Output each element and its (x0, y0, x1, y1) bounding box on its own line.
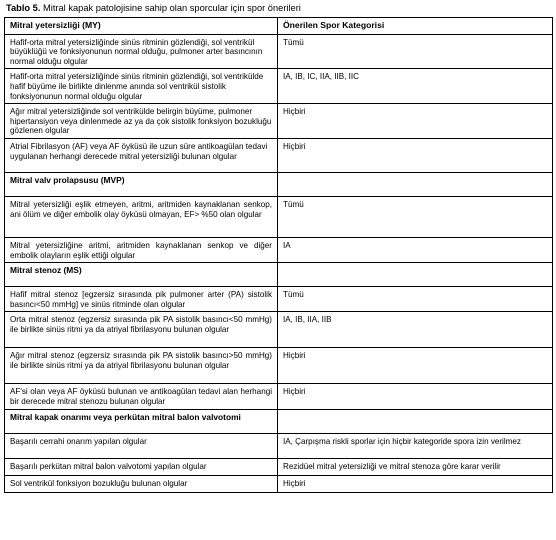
category-cell: Hiçbiri (278, 475, 553, 492)
table-row (5, 433, 553, 458)
category-cell: Rezidüel mitral yetersizliği ve mitral stenoza göre karar verilir (278, 458, 553, 475)
category-cell: Tümü (278, 196, 553, 237)
category-cell (278, 263, 553, 287)
table-header-row (5, 18, 553, 35)
table-row (5, 104, 553, 139)
category-cell: Hiçbiri (278, 104, 553, 139)
condition-cell: Hafif mitral stenoz [egzersiz sırasında pik pulmoner arter (PA) sistolik basıncı<50 mmHg] ve sinüs ritminde olan olgular (5, 287, 278, 312)
table-row (5, 34, 553, 69)
table-row (5, 237, 553, 262)
section-title: Mitral stenoz (MS) (5, 263, 278, 287)
condition-cell: Mitral yetersizliğine aritmi, aritmiden kaynaklanan senkop ve diğer embolik olayların eşlik ettiği olgular (5, 237, 278, 262)
condition-cell: Mitral yetersizliği eşlik etmeyen, aritmi, aritmiden kaynaklanan senkop, ani ölüm ve diğer embolik olay öyküsü olmayan, EF> %50 olan olgular (5, 196, 278, 237)
table-row (5, 69, 553, 104)
table-row (5, 475, 553, 492)
sport-recommendations-table (4, 17, 553, 493)
category-cell: Hiçbiri (278, 384, 553, 409)
table-row (5, 196, 553, 237)
section-row (5, 263, 553, 287)
section-title: Mitral valv prolapsusu (MVP) (5, 172, 278, 196)
category-cell: Hiçbiri (278, 138, 553, 172)
section-title: Mitral kapak onarımı veya perkütan mitral balon valvotomi (5, 409, 278, 433)
section-row (5, 172, 553, 196)
condition-cell: Sol ventrikül fonksiyon bozukluğu bulunan olgular (5, 475, 278, 492)
header-condition: Mitral yetersizliği (MY) (5, 18, 278, 35)
condition-cell: Ağır mitral stenoz (egzersiz sırasında pik PA sistolik basıncı>50 mmHg) ile birlikte sinüs ritmi ya da atriyal fibrilasyonu bulunan olgular (5, 348, 278, 384)
table-caption (6, 2, 552, 15)
category-cell (278, 172, 553, 196)
condition-cell: Hafif-orta mitral yetersizliğinde sinüs ritminin gözlendiği, sol ventrikülde hafif büyüme ile birlikte dinlenme anında sol ventrikül sistolik fonksiyonunun normal olduğu olgular (5, 69, 278, 104)
table-row (5, 312, 553, 348)
condition-cell: Atrial Fibrilasyon (AF) veya AF öyküsü ile uzun süre antikoagülan tedavi uygulanan herhangi derecede mitral yetersizliği bulunan olgular (5, 138, 278, 172)
category-cell (278, 409, 553, 433)
category-cell: Tümü (278, 287, 553, 312)
caption-label: Tablo 5. (6, 3, 41, 13)
condition-cell: Orta mitral stenoz (egzersiz sırasında pik PA sistolik basıncı<50 mmHg) ile birlikte sinüs ritmi ya da atriyal fibrilasyonu bulunan olgular (5, 312, 278, 348)
condition-cell: Hafif-orta mitral yetersizliğinde sinüs ritminin gözlendiği, sol ventrikül büyüklüğü ve fonksiyonunun normal olduğu, pulmoner arter basıncının normal olduğu olgular (5, 34, 278, 69)
table-row (5, 138, 553, 172)
category-cell: IA, Çarpışma riskli sporlar için hiçbir kategoride spora izin verilmez (278, 433, 553, 458)
category-cell: IA, IB, IIA, IIB (278, 312, 553, 348)
condition-cell: Başarılı perkütan mitral balon valvotomi yapılan olgular (5, 458, 278, 475)
caption-text: Mitral kapak patolojisine sahip olan sporcular için spor önerileri (40, 3, 301, 13)
condition-cell: Başarılı cerrahi onarım yapılan olgular (5, 433, 278, 458)
table-row (5, 458, 553, 475)
category-cell: Tümü (278, 34, 553, 69)
header-category: Önerilen Spor Kategorisi (278, 18, 553, 35)
condition-cell: AF'si olan veya AF öyküsü bulunan ve antikoagülan tedavi alan herhangi bir derecede mitral stenozu bulunan olgular (5, 384, 278, 409)
category-cell: IA, IB, IC, IIA, IIB, IIC (278, 69, 553, 104)
category-cell: Hiçbiri (278, 348, 553, 384)
table-row (5, 287, 553, 312)
category-cell: IA (278, 237, 553, 262)
table-row (5, 384, 553, 409)
table-row (5, 348, 553, 384)
section-row (5, 409, 553, 433)
condition-cell: Ağır mitral yetersizliğinde sol ventrikülde belirgin büyüme, pulmoner hipertansiyon veya dinlenmede az ya da çok sistolik fonksiyon bozukluğu gözlenen olgular (5, 104, 278, 139)
